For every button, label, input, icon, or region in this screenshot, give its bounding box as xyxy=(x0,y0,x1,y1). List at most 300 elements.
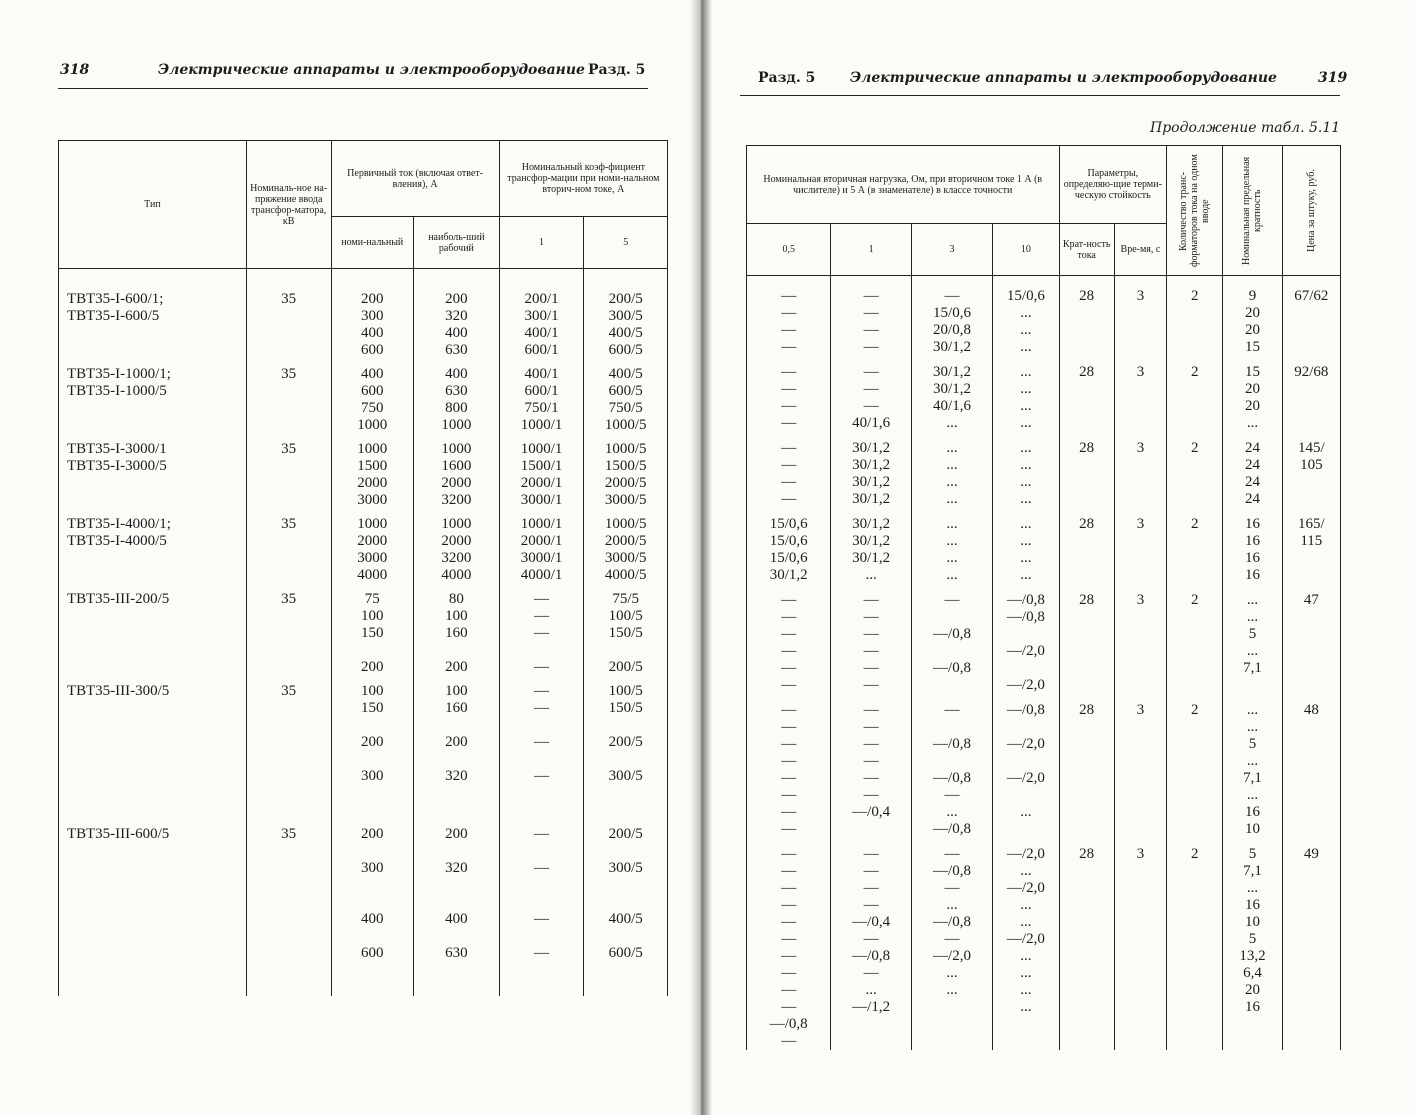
cell-ratio-5-line: 600/5 xyxy=(608,945,643,961)
cell-limit-line: 10 xyxy=(1244,821,1260,837)
cell-class-10-line: ... xyxy=(1020,914,1032,930)
cell-count-value: 2 xyxy=(1190,846,1199,862)
cell-time-value: 3 xyxy=(1136,702,1145,718)
cell-class-3-line xyxy=(912,719,992,736)
left-table-row xyxy=(59,584,668,676)
cell-type-line xyxy=(59,979,246,996)
cell-class-3 xyxy=(911,584,992,694)
cell-class-3-line: 40/1,6 xyxy=(933,398,971,414)
cell-class-1-line: 30/1,2 xyxy=(852,474,891,490)
cell-class-3-line: —/0,8 xyxy=(933,660,971,676)
cell-voltage-value: 35 xyxy=(281,441,297,457)
cell-ratio-5-line xyxy=(584,877,667,894)
cell-ratio-5-line: 1000/5 xyxy=(604,441,647,457)
cell-nominal xyxy=(331,269,414,360)
cell-class-1-line: — xyxy=(863,288,879,304)
cell-type-line xyxy=(59,911,246,928)
cell-mult xyxy=(1059,508,1114,584)
cell-class-05-line: — xyxy=(781,322,797,338)
cell-ratio-1-line: — xyxy=(534,700,550,716)
cell-mult-value: 28 xyxy=(1079,288,1095,304)
cell-max-line xyxy=(414,802,499,819)
cell-nominal xyxy=(331,509,414,584)
cell-nominal-line: 2000 xyxy=(357,533,388,549)
cell-class-10-line: —/2,0 xyxy=(1006,770,1045,786)
cell-ratio-1-line: 3000/1 xyxy=(520,492,563,508)
cell-nominal-line xyxy=(332,877,414,894)
cell-nominal-line: 4000 xyxy=(357,567,388,583)
cell-ratio-5-line: 200/5 xyxy=(608,826,643,842)
th-limit xyxy=(1223,146,1282,276)
cell-max-line: 2000 xyxy=(441,475,472,491)
cell-nominal-line: 600 xyxy=(361,383,384,399)
th-primary-current: Первичный ток (включая ответ-вления), А xyxy=(331,141,499,217)
cell-class-10-line: —/2,0 xyxy=(1006,846,1045,862)
cell-price xyxy=(1282,838,1340,1050)
cell-class-1-line: — xyxy=(863,753,879,769)
cell-time-value: 3 xyxy=(1136,440,1145,456)
cell-ratio-5-line: 1000/5 xyxy=(604,417,647,433)
cell-type-line: ТВТ35-I-4000/1; xyxy=(67,516,171,532)
cell-class-10-line xyxy=(993,787,1058,804)
cell-type-line xyxy=(59,894,246,911)
cell-class-3-line: —/0,8 xyxy=(933,736,971,752)
cell-count-value: 2 xyxy=(1190,364,1199,380)
cell-limit-line: 16 xyxy=(1244,897,1260,913)
cell-ratio-5-line: 300/5 xyxy=(608,860,643,876)
cell-ratio-1-line: 1500/1 xyxy=(520,458,563,474)
cell-ratio-5-line: 200/5 xyxy=(608,659,643,675)
cell-class-1-line: —/0,4 xyxy=(852,914,891,930)
cell-limit-line: 7,1 xyxy=(1243,660,1262,676)
cell-class-10 xyxy=(993,584,1059,694)
cell-mult-value: 28 xyxy=(1079,846,1095,862)
cell-ratio-1-line: 400/1 xyxy=(524,325,559,341)
cell-max-line: 200 xyxy=(445,291,468,307)
cell-ratio-1-line: — xyxy=(534,768,550,784)
cell-ratio-1-line: 200/1 xyxy=(524,291,559,307)
cell-class-05-line: 15/0,6 xyxy=(769,516,808,532)
cell-limit-line: ... xyxy=(1246,787,1259,803)
cell-type-line xyxy=(59,642,246,659)
cell-voltage-value: 35 xyxy=(281,291,297,307)
cell-nominal-line xyxy=(332,928,414,945)
cell-class-10 xyxy=(993,508,1059,584)
cell-class-1-line: —/0,8 xyxy=(852,948,891,964)
cell-ratio-5-line: 150/5 xyxy=(608,700,643,716)
cell-max-line: 200 xyxy=(445,659,468,675)
cell-class-3-line: 30/1,2 xyxy=(933,381,971,397)
left-running-title: Электрические аппараты и электрооборудование xyxy=(158,62,585,78)
cell-ratio-5-line: 3000/5 xyxy=(604,492,647,508)
cell-type-line xyxy=(59,659,246,676)
cell-ratio-1-line xyxy=(500,979,584,996)
cell-class-1 xyxy=(831,838,911,1050)
cell-max xyxy=(414,509,500,584)
cell-ratio-5-line: 400/5 xyxy=(608,911,643,927)
cell-nominal-line xyxy=(332,785,414,802)
cell-nominal-line xyxy=(332,717,414,734)
th-max-working: наиболь-ший рабочий xyxy=(414,217,500,269)
cell-limit xyxy=(1223,276,1282,357)
cell-ratio-1-line xyxy=(500,717,584,734)
cell-max-line: 1000 xyxy=(441,441,472,457)
cell-ratio-5-line xyxy=(584,717,667,734)
cell-class-05-line: — xyxy=(781,931,797,947)
cell-class-3-line: ... xyxy=(946,567,958,583)
left-table-row xyxy=(59,819,668,996)
th-limit-text: Номинальная предельная кратность xyxy=(1241,156,1264,265)
cell-time-value: 3 xyxy=(1136,288,1145,304)
cell-type-line: ТВТ35-I-3000/1 xyxy=(67,441,167,457)
cell-type xyxy=(59,584,247,676)
cell-mult-value: 28 xyxy=(1079,702,1095,718)
left-page xyxy=(0,0,700,1115)
cell-type-line: ТВТ35-I-600/1; xyxy=(67,291,164,307)
cell-class-1-line: —/0,4 xyxy=(852,804,891,820)
cell-class-1-line: — xyxy=(863,322,879,338)
cell-max-line: 1600 xyxy=(441,458,472,474)
cell-nominal-line xyxy=(332,962,414,979)
cell-ratio-1 xyxy=(499,584,584,676)
cell-class-10-line xyxy=(993,753,1058,770)
cell-class-05-line: — xyxy=(781,626,797,642)
cell-class-10-line: 15/0,6 xyxy=(1006,288,1045,304)
cell-ratio-5 xyxy=(584,359,668,434)
cell-ratio-5-line: 3000/5 xyxy=(604,550,647,566)
cell-voltage xyxy=(246,676,331,819)
cell-count xyxy=(1167,584,1223,694)
cell-ratio-1-line: — xyxy=(534,911,550,927)
cell-ratio-5-line: 750/5 xyxy=(608,400,643,416)
th-load: Номинальная вторичная нагрузка, Ом, при вторичном токе 1 А (в числителе) и 5 А (в знаменателе) в классе точности xyxy=(747,146,1060,224)
cell-type-line xyxy=(59,877,246,894)
cell-limit-line xyxy=(1223,1016,1281,1033)
cell-class-05 xyxy=(747,356,831,432)
cell-ratio-1 xyxy=(499,676,584,819)
cell-nominal-line: 1000 xyxy=(357,417,388,433)
cell-class-10-line: ... xyxy=(1020,982,1032,998)
cell-max-line: 630 xyxy=(445,383,468,399)
right-table-row xyxy=(747,276,1341,357)
cell-class-3-line xyxy=(912,677,992,694)
cell-class-1 xyxy=(831,276,911,357)
cell-max-line: 200 xyxy=(445,734,468,750)
cell-class-10 xyxy=(993,276,1059,357)
cell-class-05-line: — xyxy=(781,702,797,718)
cell-class-3-line: — xyxy=(944,846,960,862)
cell-ratio-5-line xyxy=(584,642,667,659)
cell-type xyxy=(59,434,247,509)
cell-ratio-1-line: 4000/1 xyxy=(520,567,563,583)
cell-nominal-line: 200 xyxy=(361,734,384,750)
cell-limit-line: 24 xyxy=(1244,474,1260,490)
cell-price xyxy=(1282,432,1340,508)
cell-class-05-line: — xyxy=(781,736,797,752)
cell-max-line: 1000 xyxy=(441,417,472,433)
cell-limit-line: 20 xyxy=(1244,381,1260,397)
cell-ratio-5-line xyxy=(584,802,667,819)
cell-limit-line: 20 xyxy=(1244,398,1260,414)
cell-limit-line: 16 xyxy=(1244,999,1260,1015)
cell-nominal-line: 100 xyxy=(361,608,384,624)
cell-class-1-line: — xyxy=(863,339,879,355)
cell-ratio-1-line: 1000/1 xyxy=(520,441,563,457)
cell-limit xyxy=(1223,584,1282,694)
cell-limit-line: ... xyxy=(1246,753,1259,769)
cell-class-1-line: 30/1,2 xyxy=(852,440,891,456)
cell-class-05-line: — xyxy=(781,880,797,896)
cell-class-10-line xyxy=(993,1016,1058,1033)
cell-class-1-line: — xyxy=(863,381,879,397)
cell-class-1-line: — xyxy=(863,592,879,608)
cell-class-10-line: —/0,8 xyxy=(1006,609,1045,625)
cell-count-value: 2 xyxy=(1190,592,1199,608)
cell-class-1-line xyxy=(831,1033,910,1050)
cell-nominal-line: 400 xyxy=(361,366,384,382)
cell-class-05-line: — xyxy=(781,982,797,998)
cell-class-3-line xyxy=(912,1016,992,1033)
cell-type xyxy=(59,676,247,819)
cell-type xyxy=(59,359,247,434)
cell-class-05-line: — xyxy=(781,305,797,321)
cell-time xyxy=(1114,584,1166,694)
cell-ratio-1-line xyxy=(500,802,584,819)
cell-class-05 xyxy=(747,276,831,357)
cell-limit-line: 6,4 xyxy=(1243,965,1262,981)
cell-ratio-5-line: 200/5 xyxy=(608,291,643,307)
cell-count xyxy=(1167,276,1223,357)
cell-class-3 xyxy=(911,694,992,838)
cell-class-1-line: — xyxy=(863,643,879,659)
cell-mult xyxy=(1059,356,1114,432)
cell-ratio-5-line: 300/5 xyxy=(608,308,643,324)
cell-ratio-5 xyxy=(584,434,668,509)
cell-class-05-line: — xyxy=(781,457,797,473)
cell-limit-line: 5 xyxy=(1248,736,1257,752)
cell-type-line xyxy=(59,700,246,717)
cell-limit xyxy=(1223,694,1282,838)
cell-max-line: 400 xyxy=(445,911,468,927)
cell-type-line: ТВТ35-I-1000/5 xyxy=(67,383,167,399)
cell-type-line: ТВТ35-III-600/5 xyxy=(67,826,170,842)
cell-nominal-line xyxy=(332,751,414,768)
cell-price-line: 145/ xyxy=(1297,440,1325,456)
cell-class-1 xyxy=(831,508,911,584)
cell-class-1-line: — xyxy=(863,305,879,321)
cell-nominal-line: 400 xyxy=(361,325,384,341)
cell-ratio-5-line: 150/5 xyxy=(608,625,643,641)
cell-max-line xyxy=(414,751,499,768)
cell-max xyxy=(414,359,500,434)
cell-ratio-1 xyxy=(499,509,584,584)
cell-ratio-1-line: — xyxy=(534,591,550,607)
cell-max-line: 630 xyxy=(445,945,468,961)
cell-limit xyxy=(1223,356,1282,432)
cell-voltage-value: 35 xyxy=(281,366,297,382)
cell-class-10-line: —/2,0 xyxy=(1006,736,1045,752)
cell-mult xyxy=(1059,276,1114,357)
th-ratio: Номинальный коэф-фициент трансфор-мации при номи-нальном вторич-ном токе, А xyxy=(499,141,667,217)
cell-ratio-1-line: — xyxy=(534,734,550,750)
cell-mult xyxy=(1059,584,1114,694)
th-class-3: 3 xyxy=(911,224,992,276)
cell-limit-line: 15 xyxy=(1244,364,1260,380)
cell-ratio-1-line xyxy=(500,785,584,802)
cell-class-10-line: —/0,8 xyxy=(1006,592,1045,608)
cell-class-3-line: — xyxy=(944,931,960,947)
cell-ratio-1-line: 300/1 xyxy=(524,308,559,324)
cell-class-10 xyxy=(993,356,1059,432)
cell-class-10-line: —/2,0 xyxy=(1006,880,1045,896)
th-type: Тип xyxy=(59,141,247,269)
cell-max-line: 100 xyxy=(445,608,468,624)
cell-type xyxy=(59,509,247,584)
right-table-row xyxy=(747,694,1341,838)
cell-class-05-line: —/0,8 xyxy=(769,1016,808,1032)
cell-class-1-line: — xyxy=(863,770,879,786)
right-table-row xyxy=(747,838,1341,1050)
cell-class-3 xyxy=(911,276,992,357)
left-page-number: 318 xyxy=(60,62,90,78)
cell-nominal xyxy=(331,819,414,996)
right-section: Разд. 5 xyxy=(758,70,816,86)
cell-class-3-line: 15/0,6 xyxy=(933,305,971,321)
cell-ratio-5 xyxy=(584,584,668,676)
continuation-label: Продолжение табл. 5.11 xyxy=(1150,120,1341,136)
cell-ratio-5-line xyxy=(584,751,667,768)
cell-class-1 xyxy=(831,584,911,694)
cell-max-line: 400 xyxy=(445,325,468,341)
cell-type-line xyxy=(59,802,246,819)
cell-type-line xyxy=(59,625,246,642)
cell-class-05-line: — xyxy=(781,288,797,304)
cell-max-line: 100 xyxy=(445,683,468,699)
cell-limit-line: 24 xyxy=(1244,440,1260,456)
cell-price-line: 47 xyxy=(1303,592,1319,608)
cell-class-10-line: —/2,0 xyxy=(1006,931,1045,947)
cell-voltage-value: 35 xyxy=(281,591,297,607)
cell-class-3-line: —/0,8 xyxy=(933,626,971,642)
cell-class-10-line: —/0,8 xyxy=(1006,702,1045,718)
cell-nominal-line: 1500 xyxy=(357,458,388,474)
cell-class-3 xyxy=(911,508,992,584)
cell-class-05-line: — xyxy=(781,897,797,913)
cell-class-3-line: ... xyxy=(946,415,958,431)
cell-class-1-line: — xyxy=(863,965,879,981)
cell-limit-line: 16 xyxy=(1244,550,1260,566)
cell-max-line: 2000 xyxy=(441,533,472,549)
cell-limit-line: 5 xyxy=(1248,846,1257,862)
cell-class-3-line: ... xyxy=(946,474,958,490)
cell-nominal-line: 300 xyxy=(361,860,384,876)
cell-voltage xyxy=(246,359,331,434)
cell-nominal-line: 2000 xyxy=(357,475,388,491)
cell-ratio-1-line xyxy=(500,843,584,860)
cell-class-1 xyxy=(831,356,911,432)
th-params: Параметры, определяю-щие терми-ческую стойкость xyxy=(1059,146,1167,224)
cell-ratio-5 xyxy=(584,676,668,819)
cell-class-05-line: — xyxy=(781,660,797,676)
cell-class-05 xyxy=(747,838,831,1050)
cell-nominal-line: 3000 xyxy=(357,492,388,508)
cell-type-line xyxy=(59,785,246,802)
cell-class-3-line: ... xyxy=(946,491,958,507)
cell-ratio-5-line: 600/5 xyxy=(608,383,643,399)
cell-ratio-1-line: 400/1 xyxy=(524,366,559,382)
cell-type-line xyxy=(59,962,246,979)
cell-type xyxy=(59,269,247,360)
th-class-05: 0,5 xyxy=(747,224,831,276)
cell-ratio-1-line: — xyxy=(534,608,550,624)
cell-voltage-value: 35 xyxy=(281,826,297,842)
left-table-row xyxy=(59,676,668,819)
cell-max xyxy=(414,819,500,996)
cell-ratio-5-line: 1000/5 xyxy=(604,516,647,532)
cell-class-10-line: ... xyxy=(1020,550,1032,566)
cell-class-3-line: —/0,8 xyxy=(933,770,971,786)
cell-class-10-line: ... xyxy=(1020,863,1032,879)
left-table xyxy=(58,140,668,996)
cell-class-3-line: ... xyxy=(946,440,958,456)
cell-class-3 xyxy=(911,356,992,432)
cell-class-05 xyxy=(747,584,831,694)
right-running-title: Электрические аппараты и электрооборудование xyxy=(850,70,1277,86)
cell-limit-line: 13,2 xyxy=(1239,948,1266,964)
cell-class-10-line: ... xyxy=(1020,339,1032,355)
cell-ratio-5-line xyxy=(584,928,667,945)
cell-type-line xyxy=(59,734,246,751)
right-table xyxy=(746,145,1341,1050)
th-nominal: номи-нальный xyxy=(331,217,414,269)
cell-class-1-line: — xyxy=(863,787,879,803)
cell-voltage xyxy=(246,269,331,360)
cell-class-05-line: — xyxy=(781,677,797,693)
cell-class-10-line: ... xyxy=(1020,322,1032,338)
cell-nominal-line xyxy=(332,802,414,819)
cell-ratio-1-line: 750/1 xyxy=(524,400,559,416)
cell-mult-value: 28 xyxy=(1079,516,1095,532)
cell-nominal-line: 75 xyxy=(364,591,380,607)
cell-ratio-5-line: 2000/5 xyxy=(604,475,647,491)
cell-class-05-line: — xyxy=(781,609,797,625)
cell-price xyxy=(1282,276,1340,357)
cell-class-10-line: —/2,0 xyxy=(1006,677,1045,693)
cell-max-line xyxy=(414,962,499,979)
cell-max-line xyxy=(414,843,499,860)
cell-voltage xyxy=(246,434,331,509)
cell-nominal xyxy=(331,676,414,819)
cell-max-line: 3200 xyxy=(441,550,472,566)
cell-class-05-line: — xyxy=(781,364,797,380)
cell-type-line: ТВТ35-I-1000/1; xyxy=(67,366,171,382)
cell-class-10-line xyxy=(993,1033,1058,1050)
cell-nominal-line: 100 xyxy=(361,683,384,699)
cell-class-1-line: — xyxy=(863,846,879,862)
cell-class-3-line: ... xyxy=(946,897,958,913)
cell-price-line: 165/ xyxy=(1297,516,1325,532)
cell-max-line: 320 xyxy=(445,860,468,876)
cell-limit-line xyxy=(1223,1033,1281,1050)
cell-ratio-5-line xyxy=(584,785,667,802)
cell-class-05-line: — xyxy=(781,381,797,397)
cell-class-3-line xyxy=(912,1033,992,1050)
cell-ratio-1-line: — xyxy=(534,625,550,641)
cell-max-line: 160 xyxy=(445,700,468,716)
cell-class-05-line: — xyxy=(781,592,797,608)
cell-class-3-line xyxy=(912,999,992,1016)
cell-max-line xyxy=(414,979,499,996)
